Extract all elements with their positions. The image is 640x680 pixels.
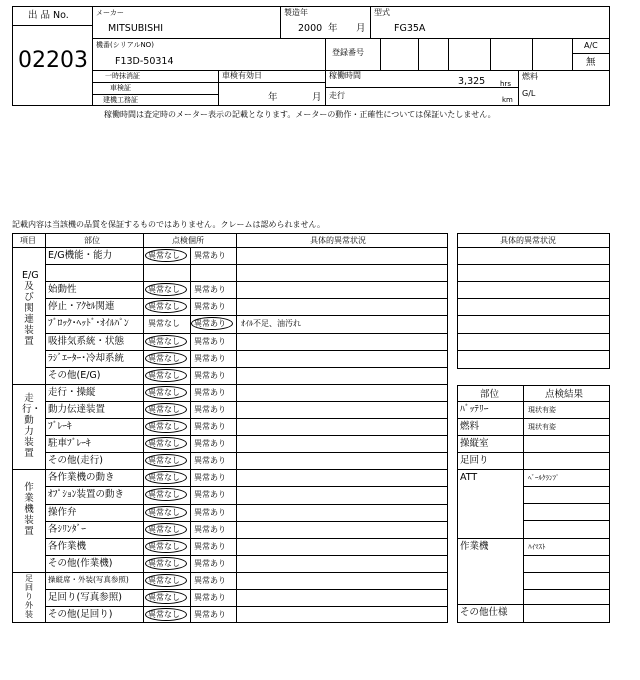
result-value: 現状有姿 bbox=[528, 423, 556, 431]
result-part: 足回り bbox=[460, 455, 489, 466]
cert-vehicle: 車検証 bbox=[110, 84, 131, 92]
maker-label: メーカー bbox=[96, 9, 124, 17]
option-normal[interactable]: 異常なし bbox=[148, 251, 180, 260]
option-abnormal[interactable]: 異常あり bbox=[194, 285, 226, 295]
option-normal[interactable]: 異常なし bbox=[148, 456, 180, 466]
result-part: 操縦室 bbox=[460, 438, 489, 449]
option-abnormal[interactable]: 異常あり bbox=[194, 593, 226, 602]
part-label: ﾗｼﾞｴｰﾀｰ･冷却系統 bbox=[48, 352, 125, 364]
option-abnormal[interactable]: 異常あり bbox=[194, 319, 226, 329]
option-normal[interactable]: 異常なし bbox=[148, 610, 180, 620]
part-label: E/G機能・能力 bbox=[48, 250, 113, 261]
insp-year-unit: 年 bbox=[268, 92, 278, 103]
option-normal[interactable]: 異常なし bbox=[148, 387, 180, 397]
travel-label: 走行 bbox=[329, 91, 345, 100]
km-unit: km bbox=[502, 96, 513, 104]
group-label-under: 足回り外装 bbox=[25, 574, 33, 619]
part-label: その他(作業機) bbox=[48, 557, 113, 569]
result-part: 作業機 bbox=[460, 541, 489, 552]
part-label: 各ｼﾘﾝﾀﾞｰ bbox=[48, 523, 87, 535]
option-abnormal[interactable]: 異常あり bbox=[194, 336, 226, 346]
option-normal[interactable]: 異常なし bbox=[148, 439, 180, 449]
fuel-label: 燃料 bbox=[522, 72, 538, 81]
col-item-header: 項目 bbox=[20, 236, 36, 245]
col-result-header: 点検結果 bbox=[545, 389, 584, 400]
selected-circle bbox=[145, 523, 187, 536]
option-normal[interactable]: 異常なし bbox=[148, 490, 180, 500]
part-label: 吸排気系統・状態 bbox=[48, 335, 125, 347]
option-abnormal[interactable]: 異常あり bbox=[194, 507, 226, 517]
option-normal[interactable]: 異常なし bbox=[148, 558, 180, 568]
option-normal[interactable]: 異常なし bbox=[148, 541, 180, 551]
month-unit: 月 bbox=[356, 23, 366, 34]
selected-circle bbox=[145, 335, 187, 348]
option-normal[interactable]: 異常なし bbox=[148, 302, 180, 312]
option-normal[interactable]: 異常なし bbox=[148, 353, 180, 363]
selected-circle bbox=[145, 540, 187, 553]
part-label: 操縦席・外装(写真参照) bbox=[48, 574, 129, 584]
inspection-label: 車検有効日 bbox=[222, 71, 262, 80]
selected-circle bbox=[145, 591, 187, 604]
right-detail-header: 具体的異常状況 bbox=[500, 236, 556, 245]
part-label: 操作弁 bbox=[48, 506, 77, 518]
option-abnormal[interactable]: 異常あり bbox=[194, 387, 226, 397]
option-abnormal[interactable]: 異常あり bbox=[194, 524, 226, 534]
model-label: 型式 bbox=[374, 8, 390, 17]
reg-label: 登録番号 bbox=[332, 48, 364, 57]
selected-circle bbox=[145, 506, 187, 519]
year-label: 製造年 bbox=[284, 8, 308, 17]
ac-value: 無 bbox=[586, 57, 596, 68]
result-part: その他仕様 bbox=[460, 607, 508, 618]
cert-construction: 建機工務証 bbox=[103, 96, 138, 104]
selected-circle bbox=[145, 608, 187, 621]
option-abnormal[interactable]: 異常あり bbox=[194, 610, 226, 620]
option-normal[interactable]: 異常なし bbox=[148, 524, 180, 534]
result-part: 燃料 bbox=[460, 421, 480, 432]
part-label: ﾌﾞﾚｰｷ bbox=[48, 421, 72, 432]
option-abnormal[interactable]: 異常あり bbox=[194, 456, 226, 466]
lot-number: 02203 bbox=[18, 48, 88, 73]
part-label: 足回り(写真参照) bbox=[48, 592, 122, 603]
option-abnormal[interactable]: 異常あり bbox=[194, 490, 226, 500]
selected-circle bbox=[145, 437, 187, 450]
selected-circle bbox=[145, 403, 187, 416]
part-label: その他(走行) bbox=[48, 455, 103, 467]
serial-value: F13D-50314 bbox=[115, 56, 174, 67]
part-label: 停止・ｱｸｾﾙ関連 bbox=[48, 301, 115, 313]
option-abnormal[interactable]: 異常あり bbox=[194, 473, 226, 483]
option-abnormal[interactable]: 異常あり bbox=[194, 439, 226, 449]
lot-label: 出 品 No. bbox=[28, 10, 69, 21]
option-abnormal[interactable]: 異常あり bbox=[194, 353, 226, 363]
group-label-work: 作業機装置 bbox=[24, 482, 34, 537]
hours-label: 稼働時間 bbox=[329, 71, 361, 80]
hours-note: 稼働時間は査定時のメーター表示の記載となります。メーターの動作・正確性については保証いたしません。 bbox=[104, 110, 496, 119]
selected-circle bbox=[145, 369, 187, 382]
selected-circle bbox=[145, 420, 187, 433]
option-normal[interactable]: 異常なし bbox=[148, 422, 180, 431]
col-part-header: 部位 bbox=[84, 236, 100, 245]
cert-temp-cancel: 一時抹消証 bbox=[105, 72, 140, 80]
result-value: ﾍﾞｰﾙｸﾗﾝﾌﾟ bbox=[528, 474, 560, 482]
hours-value: 3,325 bbox=[458, 76, 486, 87]
col-result-part-header: 部位 bbox=[480, 389, 500, 400]
selected-circle bbox=[145, 574, 187, 587]
option-normal[interactable]: 異常なし bbox=[148, 575, 180, 585]
option-normal[interactable]: 異常なし bbox=[148, 593, 180, 602]
option-normal[interactable]: 異常なし bbox=[148, 319, 180, 329]
insp-month-unit: 月 bbox=[312, 92, 322, 103]
result-value: ﾊｲﾏｽﾄ bbox=[528, 543, 546, 551]
part-label: 駐車ﾌﾞﾚｰｷ bbox=[48, 438, 91, 450]
option-abnormal[interactable]: 異常あり bbox=[194, 251, 226, 260]
option-abnormal[interactable]: 異常あり bbox=[194, 541, 226, 551]
model-value: FG35A bbox=[394, 23, 426, 34]
col-detail-header: 具体的異常状況 bbox=[310, 236, 366, 245]
result-value: 現状有姿 bbox=[528, 406, 556, 414]
part-label: その他(足回り) bbox=[48, 609, 113, 621]
col-check-header: 点検個所 bbox=[172, 236, 204, 245]
detail-text: ｵｲﾙ不足、油汚れ bbox=[241, 319, 301, 329]
option-normal[interactable]: 異常なし bbox=[148, 404, 180, 414]
selected-circle bbox=[145, 249, 187, 262]
option-normal[interactable]: 異常なし bbox=[148, 507, 180, 517]
result-part: ATT bbox=[460, 472, 478, 483]
option-normal[interactable]: 異常なし bbox=[148, 285, 180, 295]
disclaimer: 記載内容は当該機の品質を保証するものではありません。クレームは認められません。 bbox=[12, 220, 325, 229]
part-label: ｵﾌﾟｼｮﾝ装置の動き bbox=[48, 489, 125, 501]
maker-value: MITSUBISHI bbox=[108, 23, 164, 34]
year-unit: 年 bbox=[328, 23, 338, 34]
option-abnormal[interactable]: 異常あり bbox=[194, 422, 226, 431]
part-label: 始動性 bbox=[48, 284, 77, 296]
option-abnormal[interactable]: 異常あり bbox=[194, 370, 226, 380]
selected-circle bbox=[145, 557, 187, 570]
part-label: 動力伝達装置 bbox=[48, 403, 106, 415]
year-value: 2000 bbox=[298, 23, 323, 34]
option-normal[interactable]: 異常なし bbox=[148, 370, 180, 380]
option-abnormal[interactable]: 異常あり bbox=[194, 302, 226, 312]
part-label: 各作業機 bbox=[48, 540, 87, 552]
serial-label: 機番(シリアルNO) bbox=[96, 41, 154, 49]
part-label: 走行・操縦 bbox=[48, 386, 96, 398]
group-label-engine: E/G及び関連装置 bbox=[22, 270, 39, 347]
fuel-value: G/L bbox=[522, 89, 536, 98]
option-abnormal[interactable]: 異常あり bbox=[194, 404, 226, 414]
part-label: ﾌﾞﾛｯｸ･ﾍｯﾄﾞ･ｵｲﾙﾊﾟﾝ bbox=[48, 318, 129, 330]
part-label: その他(E/G) bbox=[48, 369, 101, 381]
option-normal[interactable]: 異常なし bbox=[148, 473, 180, 483]
option-abnormal[interactable]: 異常あり bbox=[194, 575, 226, 585]
option-normal[interactable]: 異常なし bbox=[148, 336, 180, 346]
ac-label: A/C bbox=[584, 41, 598, 50]
selected-circle bbox=[145, 352, 187, 365]
selected-circle bbox=[145, 386, 187, 399]
group-label-drive: 走行・動力装置 bbox=[22, 393, 42, 459]
result-part: ﾊﾞｯﾃﾘｰ bbox=[460, 404, 489, 415]
part-label: 各作業機の動き bbox=[48, 472, 115, 484]
option-abnormal[interactable]: 異常あり bbox=[194, 558, 226, 568]
hours-unit: hrs bbox=[500, 80, 511, 88]
